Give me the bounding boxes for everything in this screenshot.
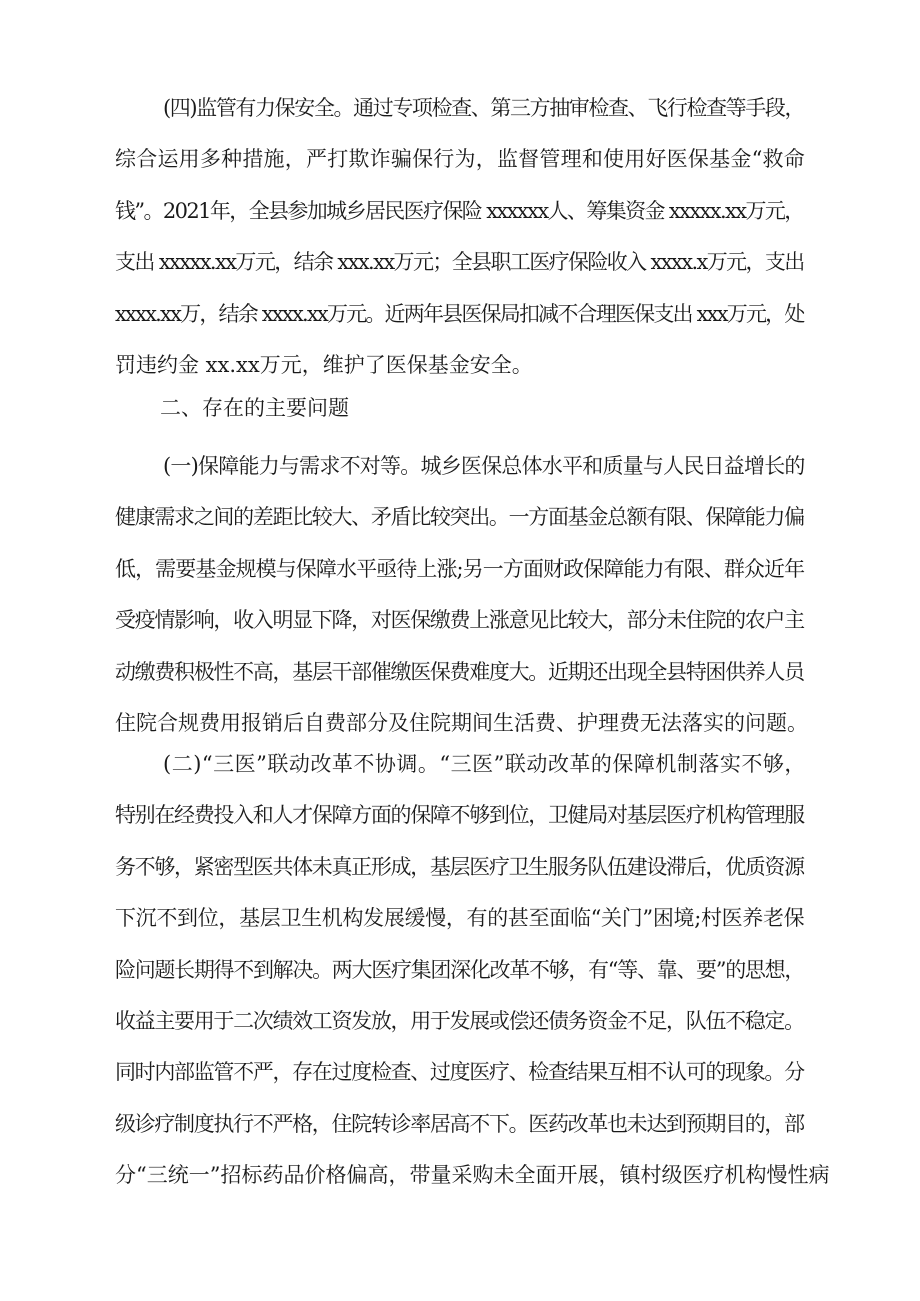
text-line: 钱”。2021年，全县参加城乡居民医疗保险 xxxxxx人、筹集资金 xxxxx.xx万元， (115, 198, 804, 223)
text-line: 低，需要基金规模与保障水平亟待上涨;另一方面财政保障能力有限、群众近年 (115, 556, 805, 581)
text-line: 下沉不到位，基层卫生机构发展缓慢，有的甚至面临“关门”困境;村医养老保 (115, 906, 805, 931)
text-line: (四)监管有力保安全。通过专项检查、第三方抽审检查、飞行检查等手段， (163, 96, 805, 120)
text-line: xxxx.xx万，结余 xxxx.xx万元。近两年县医保局扣减不合理医保支出 xxx万元，处 (115, 301, 804, 326)
text-line: 同时内部监管不严，存在过度检查、过度医疗、检查结果互相不认可的现象。分 (115, 1060, 804, 1085)
text-line: (二)“三医”联动改革不协调。“三医”联动改革的保障机制落实不够， (163, 752, 806, 776)
text-line: 收益主要用于二次绩效工资发放，用于发展或偿还债务资金不足，队伍不稳定。 (115, 1009, 804, 1033)
text-line: 罚违约金 xx.xx万元，维护了医保基金安全。 (115, 353, 533, 377)
text-line: 险问题长期得不到解决。两大医疗集团深化改革不够，有“等、靠、要”的思想， (115, 957, 805, 982)
text-line: 级诊疗制度执行不严格，住院转诊率居高不下。医药改革也未达到预期目的，部 (115, 1111, 804, 1136)
text-line: 受疫情影响，收入明显下降，对医保缴费上涨意见比较大，部分未住院的农户主 (115, 608, 804, 633)
text-line: 支出 xxxxx.xx万元，结余 xxx.xx万元；全县职工医疗保险收入 xxxx.x万元，支出 (115, 250, 804, 275)
text-line: 分“三统一”招标药品价格偏高，带量采购未全面开展，镇村级医疗机构慢性病 (115, 1163, 830, 1188)
text-line: 动缴费积极性不高，基层干部催缴医保费难度大。近期还出现全县特困供养人员 (115, 659, 804, 684)
text-line: 特别在经费投入和人才保障方面的保障不够到位，卫健局对基层医疗机构管理服 (115, 803, 804, 828)
text-line: 住院合规费用报销后自费部分及住院期间生活费、护理费无法落实的问题。 (115, 711, 808, 735)
text-line: 二、存在的主要问题 (160, 396, 349, 420)
text-line: 综合运用多种措施，严打欺诈骗保行为，监督管理和使用好医保基金“救命 (115, 147, 805, 172)
text-line: 务不够，紧密型医共体未真正形成，基层医疗卫生服务队伍建设滞后，优质资源 (115, 854, 804, 879)
text-line: 健康需求之间的差距比较大、矛盾比较突出。一方面基金总额有限、保障能力偏 (115, 505, 804, 530)
text-line: (一)保障能力与需求不对等。城乡医保总体水平和质量与人民日益增长的 (163, 454, 805, 478)
